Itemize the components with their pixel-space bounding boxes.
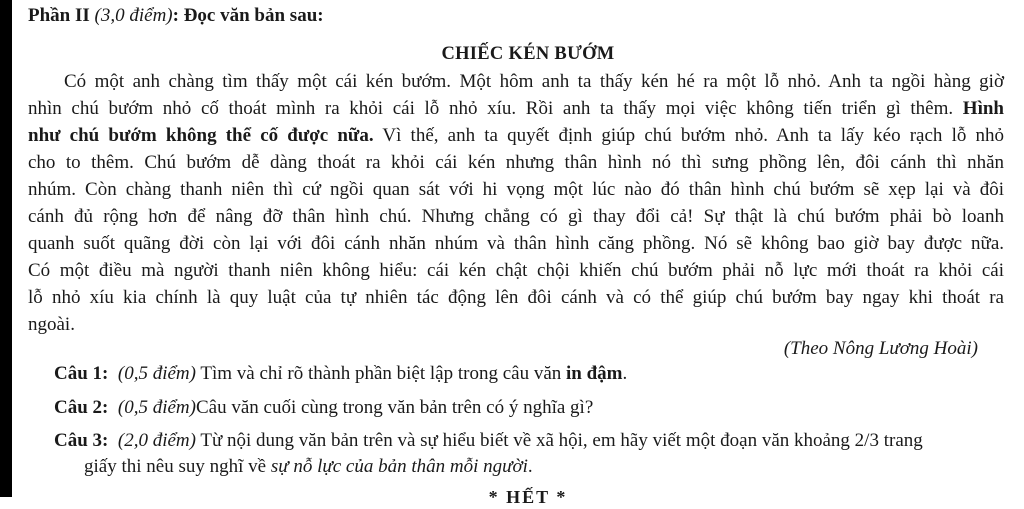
story-line-10: ngoài.: [28, 314, 75, 335]
question-3-continuation: [84, 455, 533, 479]
section-instruction: : Đọc văn bản sau:: [172, 5, 324, 26]
story-line-9: lỗ nhỏ xíu kia chính là quy luật của tự nhiên tác động lên đôi cánh và có thể giúp chú bướm bay ngay khi thoát ra: [28, 287, 1004, 308]
question-2-text: Câu văn cuối cùng trong văn bản trên có ý nghĩa gì?: [195, 397, 594, 418]
section-label: Phần II: [28, 5, 90, 26]
question-3-cont-text: giấy thi nêu suy nghĩ về: [84, 456, 271, 477]
question-3-cont-end: .: [527, 456, 533, 477]
story-line-4: cho to thêm. Chú bướm dễ dàng thoát ra khỏi cái kén nhưng thân hình nó thì sưng phồng lên, đôi cánh thì nhăn: [28, 152, 1004, 173]
question-1-end: .: [622, 363, 628, 384]
question-3-score: (2,0 điểm): [117, 430, 196, 451]
story-line-5: nhúm. Còn chàng thanh niên thì cứ ngồi quan sát với hi vọng một lúc nào đó thân hình chú bướm sẽ xẹp lại và đôi: [28, 179, 1004, 200]
question-3: [54, 429, 923, 453]
story-line-8: Có một điều mà người thanh niên không hiểu: cái kén chật chội khiến chú bướm phải nỗ lực mới thoát ra khỏi cái: [28, 260, 1004, 281]
question-1: [54, 362, 627, 386]
question-1-score: (0,5 điểm): [117, 363, 196, 384]
question-2-label: Câu 2:: [54, 397, 109, 418]
question-3-cont-italic: sự nỗ lực của bản thân mỗi người: [270, 456, 528, 477]
story-line-2-text: nhìn chú bướm nhỏ cố thoát mình ra khỏi cái lỗ nhỏ xíu. Rồi anh ta thấy mọi việc không tiến triển gì thêm.: [28, 98, 954, 119]
section-score: (3,0 điểm): [94, 5, 173, 26]
story-line-6: cánh đủ rộng hơn để nâng đỡ thân hình chú. Nhưng chẳng có gì thay đổi cả! Sự thật là chú bướm phải bò loanh: [28, 206, 1004, 227]
bold-phrase-start: Hình: [962, 98, 1004, 119]
question-1-label: Câu 1:: [54, 363, 109, 384]
page-edge-bar: [0, 0, 12, 497]
question-2: [54, 396, 593, 420]
story-line-3: [28, 124, 1004, 148]
bold-phrase-end: như chú bướm không thể cố được nữa.: [28, 125, 374, 146]
question-2-score: (0,5 điểm): [117, 397, 196, 418]
question-1-text: Tìm và chỉ rõ thành phần biệt lập trong câu văn: [195, 363, 567, 384]
story-line-3-text: Vì thế, anh ta quyết định giúp chú bướm nhỏ. Anh ta lấy kéo rạch lỗ nhỏ: [373, 125, 1005, 146]
question-3-text: Từ nội dung văn bản trên và sự hiểu biết về xã hội, em hãy viết một đoạn văn khoảng 2/3 trang: [195, 430, 923, 451]
end-marker: * HẾT *: [488, 487, 568, 507]
story-line-1: Có một anh chàng tìm thấy một cái kén bướm. Một hôm anh ta thấy kén hé ra một lỗ nhỏ. Anh ta ngồi hàng giờ: [64, 71, 1004, 92]
story-title: CHIẾC KÉN BƯỚM: [441, 44, 615, 64]
question-3-label: Câu 3:: [54, 430, 109, 451]
question-1-emphasis: in đậm: [566, 363, 623, 384]
section-header: [28, 4, 324, 28]
story-line-2: [28, 97, 1004, 121]
story-line-7: quanh suốt quãng đời còn lại với đôi cánh nhăn nhúm và thân hình căng phồng. Nó sẽ không bao giờ bay được nữa.: [28, 233, 1004, 254]
story-source: (Theo Nông Lương Hoài): [783, 338, 978, 359]
